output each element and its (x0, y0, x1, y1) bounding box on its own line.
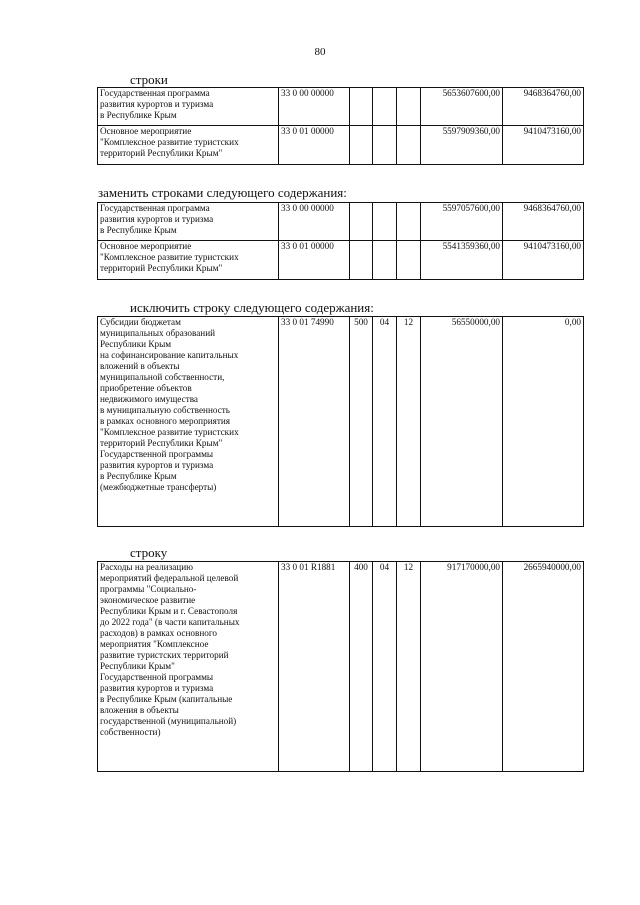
row-name: Основное мероприятие "Комплексное развитие туристских территорий Республики Крым" (98, 126, 279, 165)
row-sum-2: 9410473160,00 (503, 126, 584, 165)
row-vr (350, 203, 373, 241)
row-pr (397, 241, 421, 280)
row-sum-1: 5653607600,00 (421, 88, 503, 126)
row-sum-1: 5597909360,00 (421, 126, 503, 165)
budget-table-excluded (97, 316, 584, 527)
row-pr (397, 88, 421, 126)
table-row (98, 88, 584, 126)
table-row (98, 203, 584, 241)
row-code: 33 0 01 R1881 (279, 562, 350, 772)
row-code: 33 0 01 00000 (279, 126, 350, 165)
row-pr: 12 (397, 317, 421, 527)
row-sum-1: 917170000,00 (421, 562, 503, 772)
row-name: Государственная программа развития курортов и туризма в Республике Крым (98, 88, 279, 126)
row-rz (373, 126, 397, 165)
row-sum-2: 9468364760,00 (503, 88, 584, 126)
row-rz (373, 88, 397, 126)
table-row (98, 562, 584, 772)
row-pr: 12 (397, 562, 421, 772)
row-code: 33 0 01 00000 (279, 241, 350, 280)
row-rz: 04 (373, 317, 397, 527)
row-rz: 04 (373, 562, 397, 772)
table-row (98, 241, 584, 280)
budget-table-current (97, 87, 584, 165)
row-rz (373, 241, 397, 280)
row-name: Субсидии бюджетам муниципальных образований Республики Крым на софинансирование капитальных вложений в объекты муниципальной собственности, приобретение объектов недвижимого имущества в муниципальную собственность в рамках основного мероприятия "Комплексное развитие туристских территорий Республики Крым" Государственной программы развития курортов и туризма в Республике Крым (межбюджетные трансферты) (98, 317, 279, 527)
row-code: 33 0 01 74990 (279, 317, 350, 527)
row-sum-2: 9410473160,00 (503, 241, 584, 280)
table-row (98, 317, 584, 527)
row-vr: 400 (350, 562, 373, 772)
row-sum-2: 0,00 (503, 317, 584, 527)
row-sum-1: 56550000,00 (421, 317, 503, 527)
section-heading-exclude: исключить строку следующего содержания: (130, 300, 374, 315)
section-heading-replace: заменить строками следующего содержания: (98, 185, 347, 200)
row-sum-1: 5597057600,00 (421, 203, 503, 241)
row-name: Основное мероприятие "Комплексное развитие туристских территорий Республики Крым" (98, 241, 279, 280)
page-number: 80 (314, 46, 326, 58)
row-name: Расходы на реализацию мероприятий федеральной целевой программы "Социально- экономическое развитие Республики Крым и г. Севастополя до 2022 года" (в части капитальных расходов) в рамках основного мероприятия "Комплексное развитие туристских территорий Республики Крым" Государственной программы развития курортов и туризма в Республике Крым (капитальные вложения в объекты государственной (муниципальной) собственности) (98, 562, 279, 772)
row-vr (350, 126, 373, 165)
row-vr (350, 88, 373, 126)
row-pr (397, 126, 421, 165)
table-row (98, 126, 584, 165)
row-rz (373, 203, 397, 241)
row-code: 33 0 00 00000 (279, 88, 350, 126)
row-sum-2: 2665940000,00 (503, 562, 584, 772)
budget-table-replacement (97, 202, 584, 280)
row-code: 33 0 00 00000 (279, 203, 350, 241)
row-pr (397, 203, 421, 241)
row-vr (350, 241, 373, 280)
row-sum-2: 9468364760,00 (503, 203, 584, 241)
row-name: Государственная программа развития курортов и туризма в Республике Крым (98, 203, 279, 241)
section-heading-row: строку (130, 545, 168, 560)
row-vr: 500 (350, 317, 373, 527)
section-heading-rows: строки (130, 72, 168, 87)
budget-table-row (97, 561, 584, 772)
row-sum-1: 5541359360,00 (421, 241, 503, 280)
